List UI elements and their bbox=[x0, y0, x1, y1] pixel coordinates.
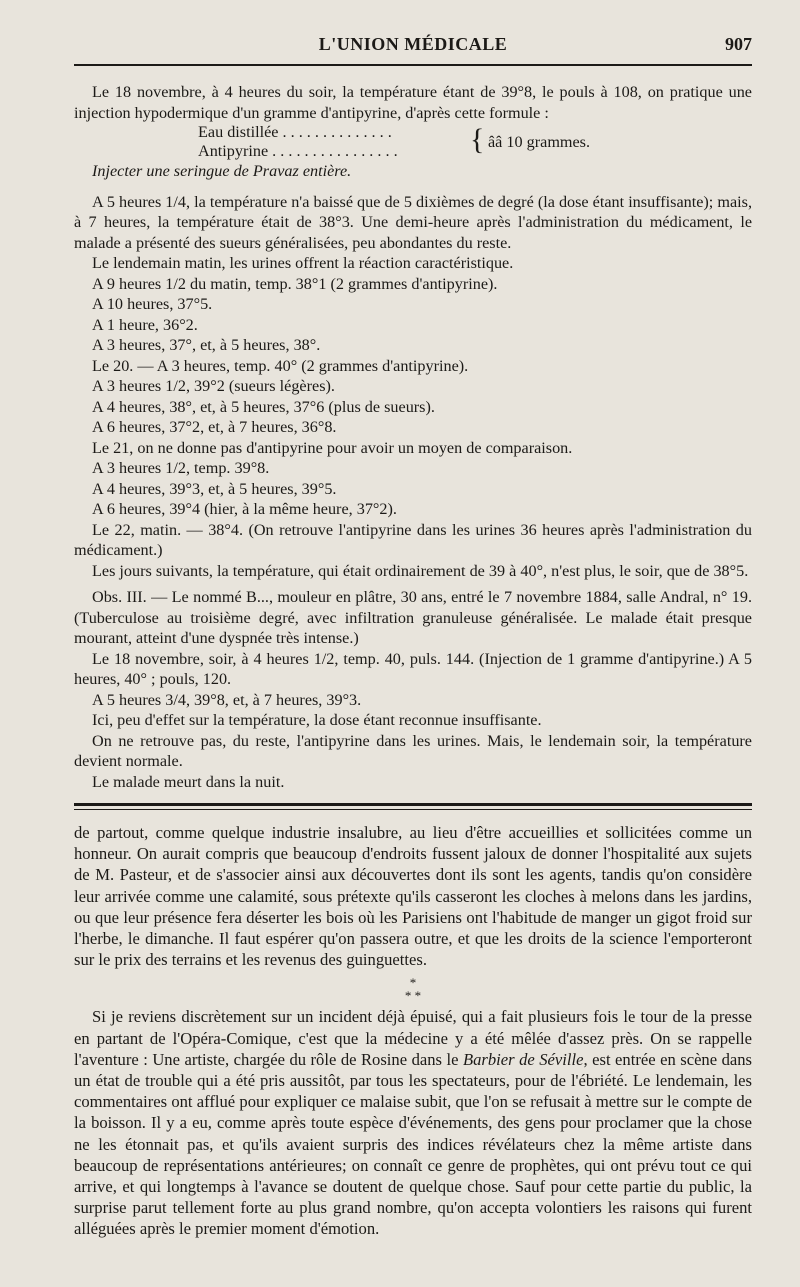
article-body bbox=[74, 82, 752, 792]
observation-line: A 4 heures, 38°, et, à 5 heures, 37°6 (plus de sueurs). bbox=[92, 397, 435, 416]
observation-line: Le 20. — A 3 heures, temp. 40° (2 grammes d'antipyrine). bbox=[92, 356, 469, 375]
feuilleton-body bbox=[74, 822, 752, 1240]
section-rule-thin bbox=[74, 809, 752, 810]
asterisk-bottom: * * bbox=[404, 988, 422, 1004]
observation-line: Le 18 novembre, soir, à 4 heures 1/2, temp. 40, puls. 144. (Injection de 1 gramme d'antipyrine.) A 5 heures, 40° ; pouls, 120. bbox=[74, 649, 752, 688]
observation-line: Le 21, on ne donne pas d'antipyrine pour avoir un moyen de comparaison. bbox=[92, 438, 573, 457]
observation-line: A 9 heures 1/2 du matin, temp. 38°1 (2 grammes d'antipyrine). bbox=[92, 274, 498, 293]
observation-line: A 3 heures 1/2, temp. 39°8. bbox=[92, 459, 270, 477]
header-rule bbox=[74, 64, 752, 66]
observation-line: A 4 heures, 39°3, et, à 5 heures, 39°5. bbox=[92, 479, 337, 498]
observation-line: A 5 heures 3/4, 39°8, et, à 7 heures, 39°3. bbox=[92, 690, 362, 709]
opera-title: Barbier de Séville bbox=[462, 1049, 584, 1069]
feuilleton-text: , est entrée en scène dans un état de trouble qui a été pris aussitôt, par tous les spectateurs, pour de l'ébriété. Le lendemain, les commentaires ont afflué pour expliquer ce malaise subit, que l'on se refusait à mettre sur le compte de la boisson. Il y a eu, comme après toute espèce d'événements, des gens pour proclamer que la chose ne les étonnait pas, et qu'ils avaient surpris des indices révélateurs chez la même artiste dans beaucoup de représentations antérieures; on connaît ce genre de prophètes, qui ont prévu tout ce qui arrive, et qui longtemps à l'avance se doutent de quelque chose. Sauf pour cette partie du public, la surprise parut tellement forte au plus grand nombre, qu'on accepta volontiers les raisons qui furent alléguées après le premier moment d'émotion. bbox=[74, 1049, 753, 1239]
formula bbox=[198, 123, 648, 161]
observation-line: A 10 heures, 37°5. bbox=[92, 295, 213, 313]
page-header bbox=[74, 34, 752, 60]
article-paragraph: A 5 heures 1/4, la température n'a baissé que de 5 dixièmes de degré (la dose étant insuffisante); mais, à 7 heures, la température était de 38°3. Une demi-heure après l'administration du médicament, le malade a présenté des sueurs généralisées, peu abondantes du reste. bbox=[74, 192, 752, 252]
section-rule-thick bbox=[74, 803, 752, 806]
page-number: 907 bbox=[725, 34, 752, 54]
formula-quantity: ââ 10 grammes. bbox=[488, 133, 591, 151]
instruction: Injecter une seringue de Pravaz entière. bbox=[92, 162, 352, 180]
feuilleton-text: Si je reviens discrètement sur un incident déjà épuisé, qui a fait plusieurs fois le tour de la presse en partant de l'Opéra-Comique, c'est que la médecine y a été mêlée d'assez près. On se rappelle l'aventure : Une artiste, chargée du rôle de Rosine dans le bbox=[74, 1007, 752, 1069]
article-paragraph: Le 18 novembre, à 4 heures du soir, la température étant de 39°8, le pouls à 108, on pratique une injection hypodermique d'un gramme d'antipyrine, d'après cette formule : bbox=[74, 83, 752, 122]
observation-line: A 3 heures 1/2, 39°2 (sueurs légères). bbox=[92, 377, 335, 395]
feuilleton-paragraph: de partout, comme quelque industrie insalubre, au lieu d'être accueillies et sollicitées comme un honneur. On aurait compris que beaucoup d'endroits fussent jaloux de donner l'hospitalité aux sujets de M. Pasteur, et de s'associer ainsi aux découvertes dont ils sont les agents, tandis qu'on considère leur arrivée comme une calamité, sous prétexte qu'ils casseront les cloches à melons dans les jardins, ou que leur présence fera déserter les bois où les Parisiens ont l'habitude de manger un gigot froid sur l'herbe, le dimanche. Il faut espérer qu'on passera outre, et que les droits de la science l'emporteront sur le prix des terrains et les revenus des guinguettes. bbox=[74, 823, 752, 970]
observation-line: Le malade meurt dans la nuit. bbox=[92, 772, 285, 791]
formula-brace: { bbox=[470, 123, 485, 156]
section-separator bbox=[74, 976, 752, 1002]
observation-line: A 1 heure, 36°2. bbox=[92, 315, 198, 334]
observation-line: Le lendemain matin, les urines offrent la réaction caractéristique. bbox=[92, 254, 514, 272]
asterisk-top: * bbox=[409, 975, 417, 991]
running-title: L'UNION MÉDICALE bbox=[318, 34, 508, 54]
observation-line: A 3 heures, 37°, et, à 5 heures, 38°. bbox=[92, 336, 321, 354]
observation-line: Ici, peu d'effet sur la température, la dose étant reconnue insuffisante. bbox=[92, 711, 542, 729]
observation-line: On ne retrouve pas, du reste, l'antipyrine dans les urines. Mais, le lendemain soir, la température devient normale. bbox=[74, 731, 752, 770]
formula-line-antipyrine: Antipyrine . . . . . . . . . . . . . . . . bbox=[198, 142, 398, 160]
observation-heading: Obs. III. — Le nommé B..., mouleur en plâtre, 30 ans, entré le 7 novembre 1884, salle Andral, n° 19. (Tuberculose au troisième degré, avec infiltration granuleuse généralisée. Le malade était presque mourant, atteint d'une dyspnée très intense.) bbox=[74, 588, 752, 647]
observation-line: Les jours suivants, la température, qui était ordinairement de 39 à 40°, n'est plus, le soir, que de 38°5. bbox=[92, 561, 749, 580]
observation-line: Le 22, matin. — 38°4. (On retrouve l'antipyrine dans les urines 36 heures après l'administration du médicament.) bbox=[74, 520, 752, 559]
observation-line: A 6 heures, 37°2, et, à 7 heures, 36°8. bbox=[92, 418, 337, 436]
observation-line: A 6 heures, 39°4 (hier, à la même heure, 37°2). bbox=[92, 500, 397, 518]
feuilleton-paragraph bbox=[74, 1006, 752, 1239]
formula-line-water: Eau distillée . . . . . . . . . . . . . . bbox=[198, 123, 392, 141]
